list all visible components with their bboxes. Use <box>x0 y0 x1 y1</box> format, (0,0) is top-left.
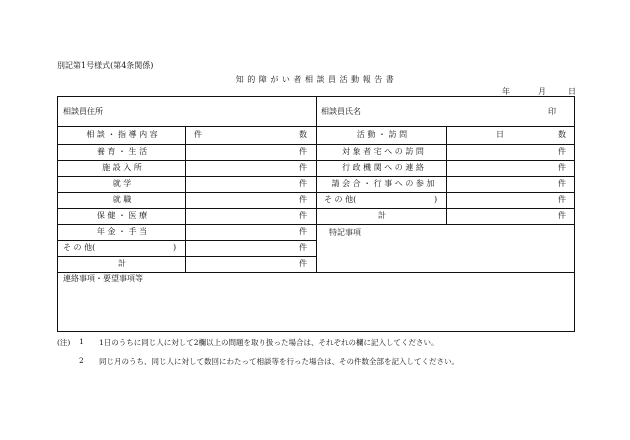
left-row-unit: 件 <box>299 211 307 220</box>
report-form <box>57 96 575 332</box>
name-label: 相談員氏名 <box>321 107 361 116</box>
rule-left-split <box>185 126 186 272</box>
left-other-paren: ) <box>173 243 177 252</box>
right-row-label: 対 象 者 宅 へ の 訪 問 <box>342 147 424 156</box>
left-row-unit: 件 <box>299 227 307 236</box>
left-total-unit: 件 <box>299 259 307 268</box>
rule-row-7 <box>58 256 316 257</box>
rule-right-split <box>446 126 447 224</box>
left-row-label: 就 職 <box>112 195 132 204</box>
note-text: 1日のうちに同じ人に対して2欄以上の問題を取り扱った場合は、それぞれの欄に記入してください。 <box>99 338 439 347</box>
right-row-label: 請 会 合 ・ 行 事 へ の 参 加 <box>331 179 435 188</box>
form-caption: 別記第1号様式(第4条関係) <box>57 61 154 70</box>
right-total-unit: 件 <box>558 211 566 220</box>
note-2 <box>57 356 617 368</box>
right-other-paren: ) <box>434 195 438 204</box>
days-header: 日 <box>496 130 504 139</box>
days-header-suffix: 数 <box>558 130 566 139</box>
right-other-label: そ の 他( <box>324 195 357 204</box>
left-row-unit: 件 <box>299 195 307 204</box>
left-row-label: 施 設 入 所 <box>102 163 142 172</box>
right-row-label: 行 政 機 関 へ の 連 絡 <box>342 163 424 172</box>
note-text: 同じ月のうち、同じ人に対して数回にわたって相談等を行った場合は、その件数全部を記入してください。 <box>99 357 459 366</box>
left-row-unit: 件 <box>299 163 307 172</box>
content-header: 相 談 ・ 指 導 内 容 <box>86 130 158 139</box>
note-marker: (注) <box>57 338 71 347</box>
note-number: 2 <box>79 356 84 365</box>
right-row-unit: 件 <box>558 147 566 156</box>
note-number: 1 <box>79 337 84 346</box>
left-row-label: 保 健 ・ 医 療 <box>96 211 148 220</box>
note-1 <box>57 337 617 349</box>
right-total-label: 計 <box>378 211 386 220</box>
date-year-label: 年 <box>502 87 510 96</box>
rule-row-6 <box>58 240 316 241</box>
form-title: 知 的 障 が い 者 相 談 員 活 動 報 告 書 <box>235 75 395 84</box>
date-month-label: 月 <box>538 87 546 96</box>
right-row-unit: 件 <box>558 163 566 172</box>
right-row-unit: 件 <box>558 179 566 188</box>
contact-requests-label: 連絡事項・要望事項等 <box>63 274 143 283</box>
count-header-suffix: 数 <box>299 130 307 139</box>
left-row-unit: 件 <box>299 179 307 188</box>
count-header: 件 <box>194 130 202 139</box>
left-other-label: そ の 他( <box>63 243 96 252</box>
rule-center <box>316 97 317 272</box>
seal-label: 印 <box>548 107 556 116</box>
left-row-label: 養 育 ・ 生 活 <box>96 147 148 156</box>
left-row-label: 就 学 <box>112 179 132 188</box>
left-row-unit: 件 <box>299 147 307 156</box>
address-label: 相談員住所 <box>63 107 103 116</box>
special-notes-label: 特記事項 <box>329 228 361 237</box>
left-row-unit: 件 <box>299 243 307 252</box>
left-row-label: 年 金 ・ 手 当 <box>96 227 148 236</box>
right-row-unit: 件 <box>558 195 566 204</box>
rule-notes-top <box>58 272 574 273</box>
date-line <box>470 86 590 96</box>
date-day-label: 日 <box>568 87 576 96</box>
left-total-label: 計 <box>118 259 126 268</box>
activity-header: 活 動 ・ 訪 問 <box>356 130 408 139</box>
